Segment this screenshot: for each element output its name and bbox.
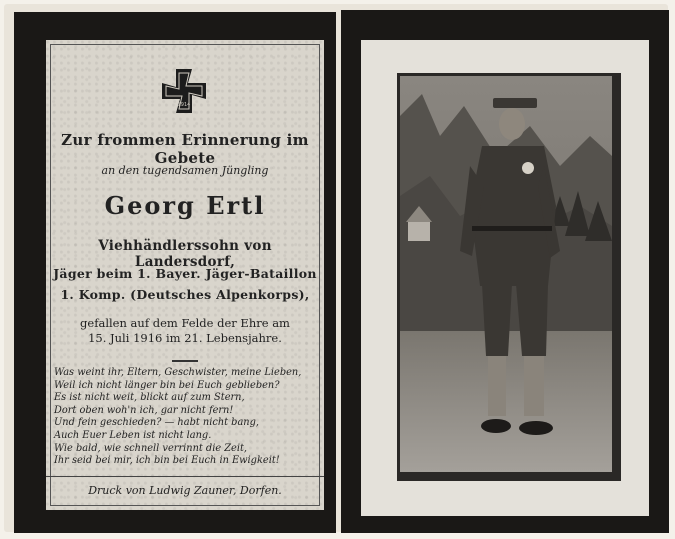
printer-rule (46, 476, 324, 477)
memorial-card (4, 4, 668, 532)
poem-line: Wie bald, wie schnell verrinnt die Zeit, (54, 442, 248, 454)
printer-line: Druck von Ludwig Zauner, Dorfen. (88, 484, 282, 497)
poem-line: Weil ich nicht länger bin bei Euch geblieben? (54, 379, 280, 391)
memorial-heading: Zur frommen Erinnerung im Gebete (61, 131, 309, 167)
poem-line: Es ist nicht weit, blickt auf zum Stern, (54, 392, 245, 404)
photo-frame (397, 73, 621, 481)
right-panel-mourning-border (341, 10, 669, 533)
photo-page (361, 40, 649, 516)
poem-line: Ihr seid bei mir, ich bin bei Euch in Ewigkeit! (54, 455, 280, 467)
poem-line: Was weint ihr, Eltern, Geschwister, meine Lieben, (54, 367, 302, 378)
cross-year: 1914 (177, 102, 191, 108)
deceased-name: Georg Ertl (104, 191, 266, 220)
poem-line: Dort oben woh'n ich, gar nicht fern! (54, 404, 234, 416)
unit-line-2: 1. Komp. (Deutsches Alpenkorps), (60, 287, 310, 302)
poem-line: Und fein geschieden? — habt nicht bang, (54, 417, 259, 429)
death-line-2: 15. Juli 1916 im 21. Lebensjahre. (88, 331, 282, 345)
text-page (46, 40, 324, 510)
soldier-portrait-photo (400, 76, 612, 472)
dedication-line: an den tugendsamen Jüngling (101, 164, 269, 177)
death-line-1: gefallen auf dem Felde der Ehre am (80, 316, 290, 330)
unit-line-1: Jäger beim 1. Bayer. Jäger-Bataillon (53, 266, 317, 281)
poem-divider (172, 360, 198, 362)
poem (54, 367, 316, 468)
left-panel-mourning-border (14, 12, 336, 533)
poem-line: Auch Euer Leben ist nicht lang. (54, 429, 212, 441)
origin-line: Viehhändlerssohn von Landersdorf, (98, 238, 272, 270)
iron-cross-icon (158, 65, 210, 117)
